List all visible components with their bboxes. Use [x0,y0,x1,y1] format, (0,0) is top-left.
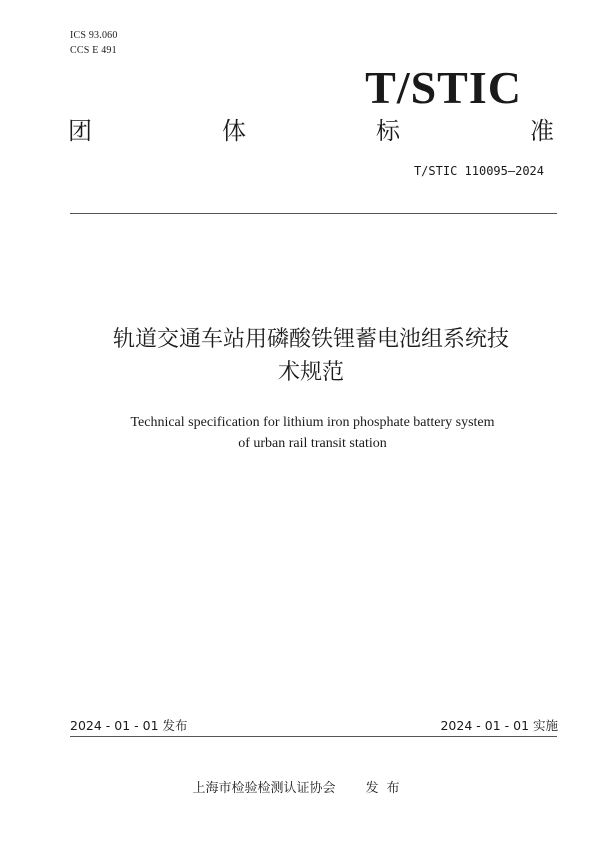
title-english-line-2: of urban rail transit station [238,436,387,451]
ics-code: ICS 93.060 [70,30,118,41]
publisher-organization: 上海市检验检测认证协会 [192,781,336,796]
standard-type-char: 标 [376,117,400,145]
standard-code: T/STIC 110095—2024 [413,164,544,178]
ccs-code: CCS E 491 [70,45,117,56]
standard-logo: T/STIC [365,62,522,113]
standard-type-char: 体 [222,117,246,145]
issue-date: 2024 - 01 - 01 发布 [70,718,188,733]
standard-type-char: 团 [68,117,92,145]
top-divider [70,213,557,214]
title-english [60,412,565,454]
title-english-line-1: Technical specification for lithium iron phosphate battery system [130,415,495,430]
publisher [0,777,600,796]
title-chinese-line-1: 轨道交通车站用磷酸铁锂蓄电池组系统技 [112,327,509,352]
title-chinese [60,323,562,389]
standard-type [68,116,554,146]
standard-type-char: 准 [530,117,554,145]
implementation-date: 2024 - 01 - 01 实施 [440,718,558,733]
bottom-divider [70,736,557,737]
publish-label: 发布 [365,781,408,796]
title-chinese-line-2: 术规范 [277,360,344,385]
